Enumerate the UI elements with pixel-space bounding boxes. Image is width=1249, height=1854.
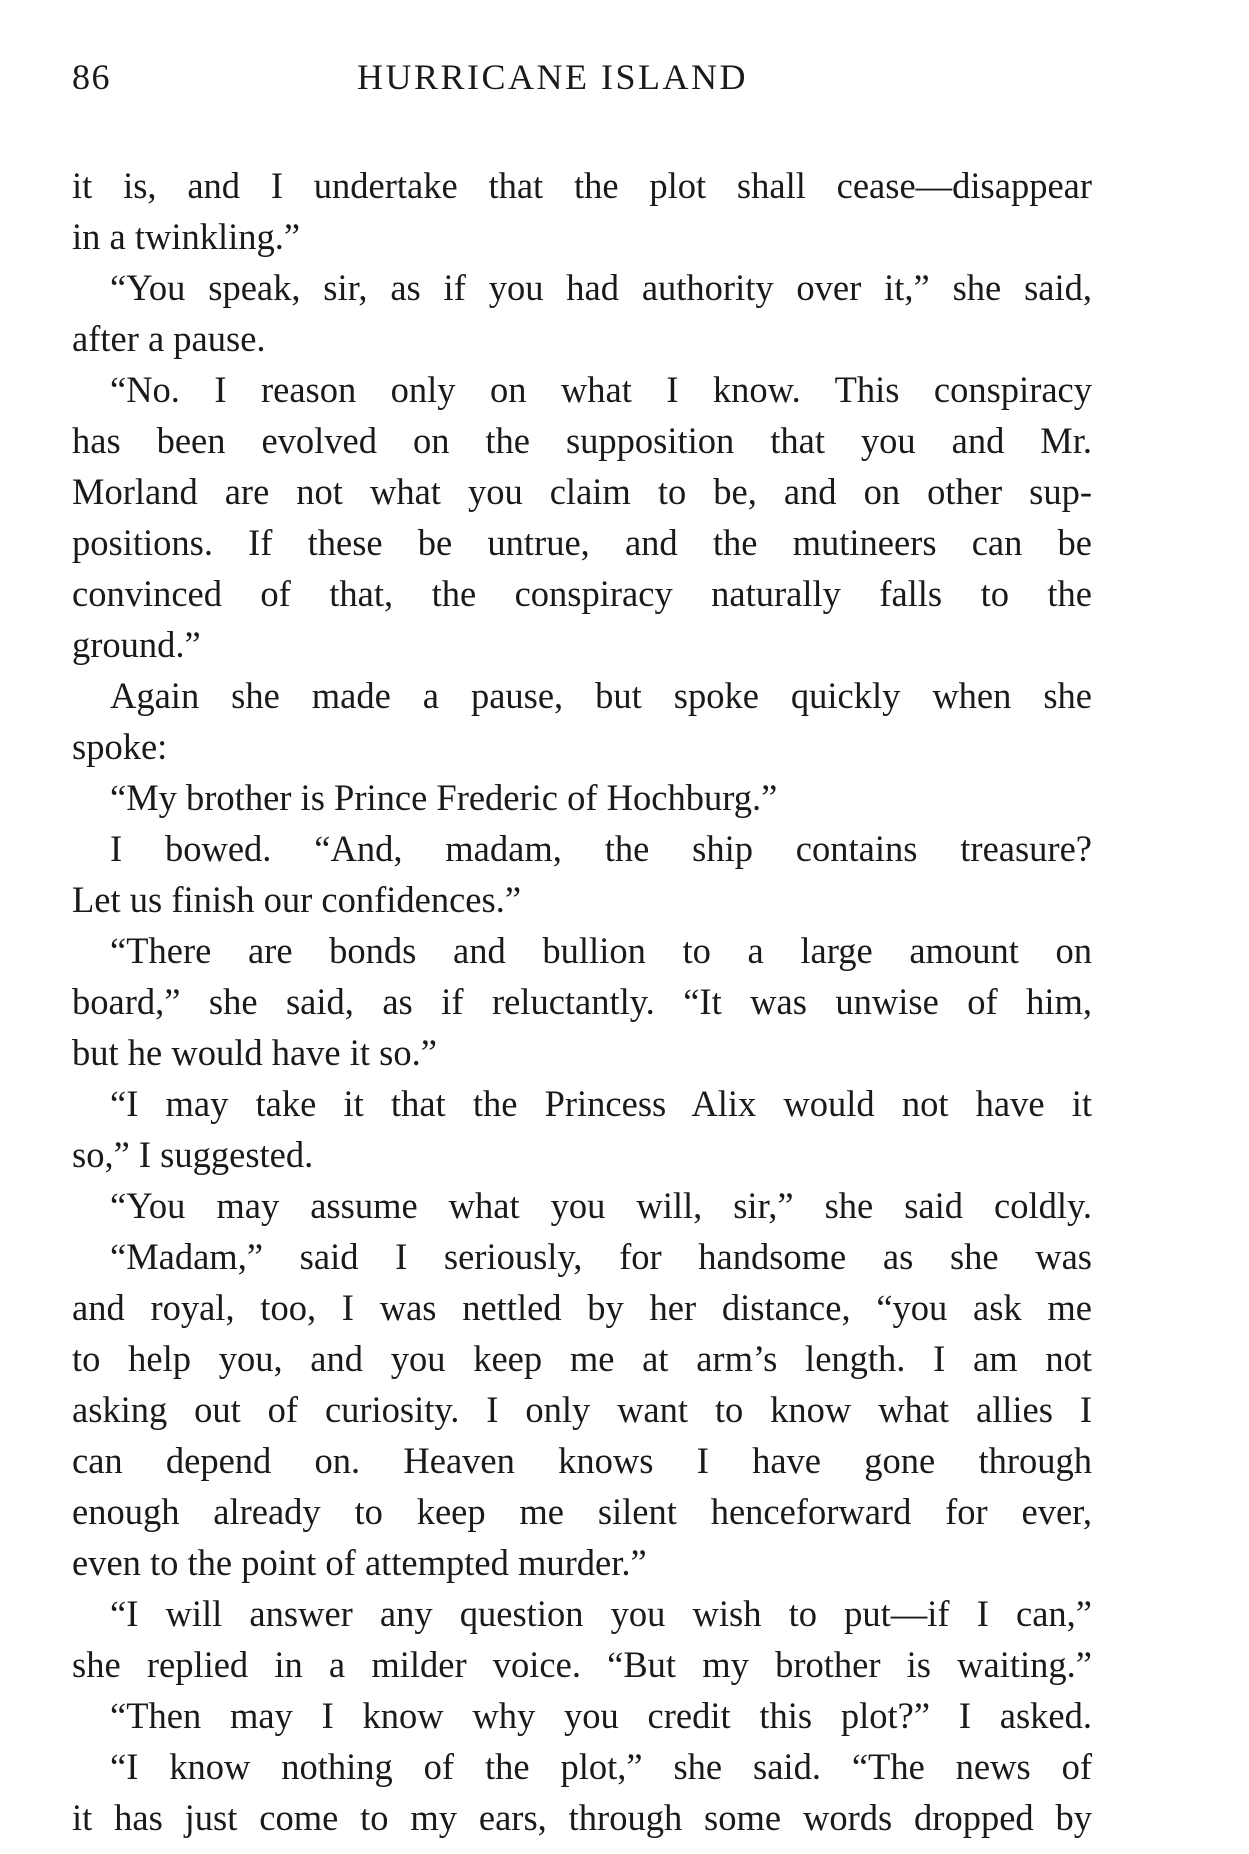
text-line: asking out of curiosity. I only want to know what allies I [72, 1389, 1092, 1430]
text-line: even to the point of attempted murder.” [72, 1542, 647, 1583]
text-line: in a twinkling.” [72, 216, 301, 257]
text-line: “I know nothing of the plot,” she said. “The news of [110, 1746, 1092, 1787]
text-line: after a pause. [72, 318, 266, 359]
text-line: Let us finish our confidences.” [72, 879, 522, 920]
text-line: “There are bonds and bullion to a large amount on [110, 930, 1092, 971]
text-line: “Then may I know why you credit this plot?” I asked. [110, 1695, 1092, 1736]
text-line: can depend on. Heaven knows I have gone through [72, 1440, 1092, 1481]
running-head [72, 56, 1092, 104]
text-line: Morland are not what you claim to be, and on other sup- [72, 471, 1092, 512]
body-text [72, 160, 1092, 1843]
text-line: so,” I suggested. [72, 1134, 314, 1175]
text-line: she replied in a milder voice. “But my brother is waiting.” [72, 1644, 1092, 1685]
text-line: I bowed. “And, madam, the ship contains treasure? [110, 828, 1092, 869]
text-line: “I will answer any question you wish to put—if I can,” [110, 1593, 1092, 1634]
running-title: HURRICANE ISLAND [357, 57, 748, 97]
text-line: it is, and I undertake that the plot shall cease—disappear [72, 165, 1092, 206]
text-line: “I may take it that the Princess Alix would not have it [110, 1083, 1092, 1124]
text-line: convinced of that, the conspiracy naturally falls to the [72, 573, 1092, 614]
text-line: “You may assume what you will, sir,” she said coldly. [110, 1185, 1092, 1226]
text-line: and royal, too, I was nettled by her distance, “you ask me [72, 1287, 1092, 1328]
text-line: it has just come to my ears, through some words dropped by [72, 1797, 1092, 1838]
text-line: positions. If these be untrue, and the mutineers can be [72, 522, 1092, 563]
page-number: 86 [72, 57, 111, 97]
text-line: “You speak, sir, as if you had authority over it,” she said, [110, 267, 1092, 308]
text-line: enough already to keep me silent henceforward for ever, [72, 1491, 1092, 1532]
text-line: Again she made a pause, but spoke quickly when she [110, 675, 1092, 716]
text-line: spoke: [72, 726, 168, 767]
text-line: but he would have it so.” [72, 1032, 437, 1073]
text-line: “Madam,” said I seriously, for handsome as she was [110, 1236, 1092, 1277]
text-line: board,” she said, as if reluctantly. “It was unwise of him, [72, 981, 1092, 1022]
text-line: “My brother is Prince Frederic of Hochburg.” [110, 777, 778, 818]
text-line: “No. I reason only on what I know. This conspiracy [110, 369, 1092, 410]
text-line: has been evolved on the supposition that you and Mr. [72, 420, 1092, 461]
text-line: to help you, and you keep me at arm’s length. I am not [72, 1338, 1092, 1379]
text-line: ground.” [72, 624, 201, 665]
